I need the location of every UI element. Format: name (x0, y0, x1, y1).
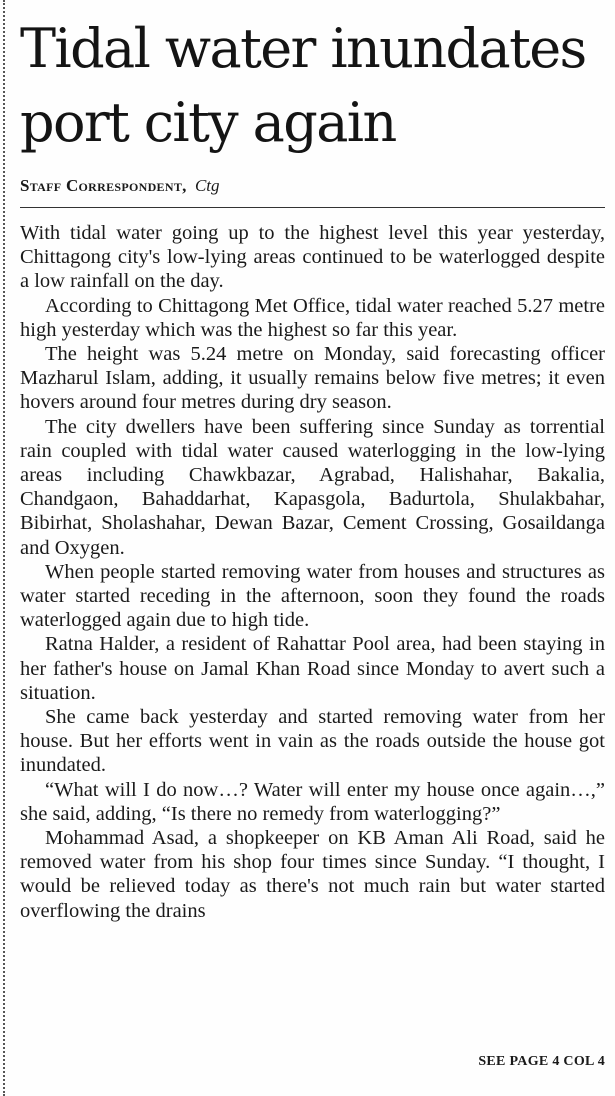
continuation-jump: SEE PAGE 4 COL 4 (478, 1054, 605, 1069)
byline-location: Ctg (194, 176, 220, 195)
paragraph: With tidal water going up to the highest level this year yesterday, Chittagong city's low-lying areas continued to be waterlogged despite a low rainfall on the day. (20, 222, 605, 293)
paragraph: Ratna Halder, a resident of Rahattar Pool area, had been staying in her father's house on Jamal Khan Road since Monday to avert such a situation. (20, 633, 605, 704)
paragraph: The height was 5.24 metre on Monday, said forecasting officer Mazharul Islam, adding, it usually remains below five metres; it even hovers around four metres during dry season. (20, 343, 605, 414)
byline (20, 176, 220, 196)
paragraph: “What will I do now…? Water will enter my house once again…,” she said, adding, “Is there no remedy from waterlogging?” (20, 778, 605, 825)
column-divider (3, 0, 5, 1096)
paragraph: According to Chittagong Met Office, tidal water reached 5.27 metre high yesterday which was the highest so far this year. (20, 294, 605, 341)
paragraph: She came back yesterday and started removing water from her house. But her efforts went in vain as the roads outside the house got inundated. (20, 706, 605, 777)
paragraph: When people started removing water from houses and structures as water started receding in the afternoon, soon they found the roads waterlogged again due to high tide. (20, 560, 605, 632)
headline-line-1: Tidal water inundates (20, 17, 586, 80)
byline-author: Staff Correspondent, (20, 176, 187, 195)
paragraph: The city dwellers have been suffering since Sunday as torrential rain coupled with tidal water caused waterlogging in the low-lying areas including Chawkbazar, Agrabad, Halishahar, Bakalia, Chandgaon, Bahaddarhat, Kapasgola, Badurtola, Shulakbahar, Bibirhat, Sholashahar, Dewan Bazar, Cement Crossing, Gosaildanga and Oxygen. (20, 415, 605, 559)
headline (20, 12, 612, 160)
headline-line-2: port city again (20, 91, 396, 154)
byline-rule (20, 207, 605, 208)
paragraph: Mohammad Asad, a shopkeeper on KB Aman Ali Road, said he removed water from his shop four times since Sunday. “I thought, I would be relieved today as there's not much rain but water started overflowing the drains (20, 827, 605, 922)
article-body (20, 221, 605, 923)
